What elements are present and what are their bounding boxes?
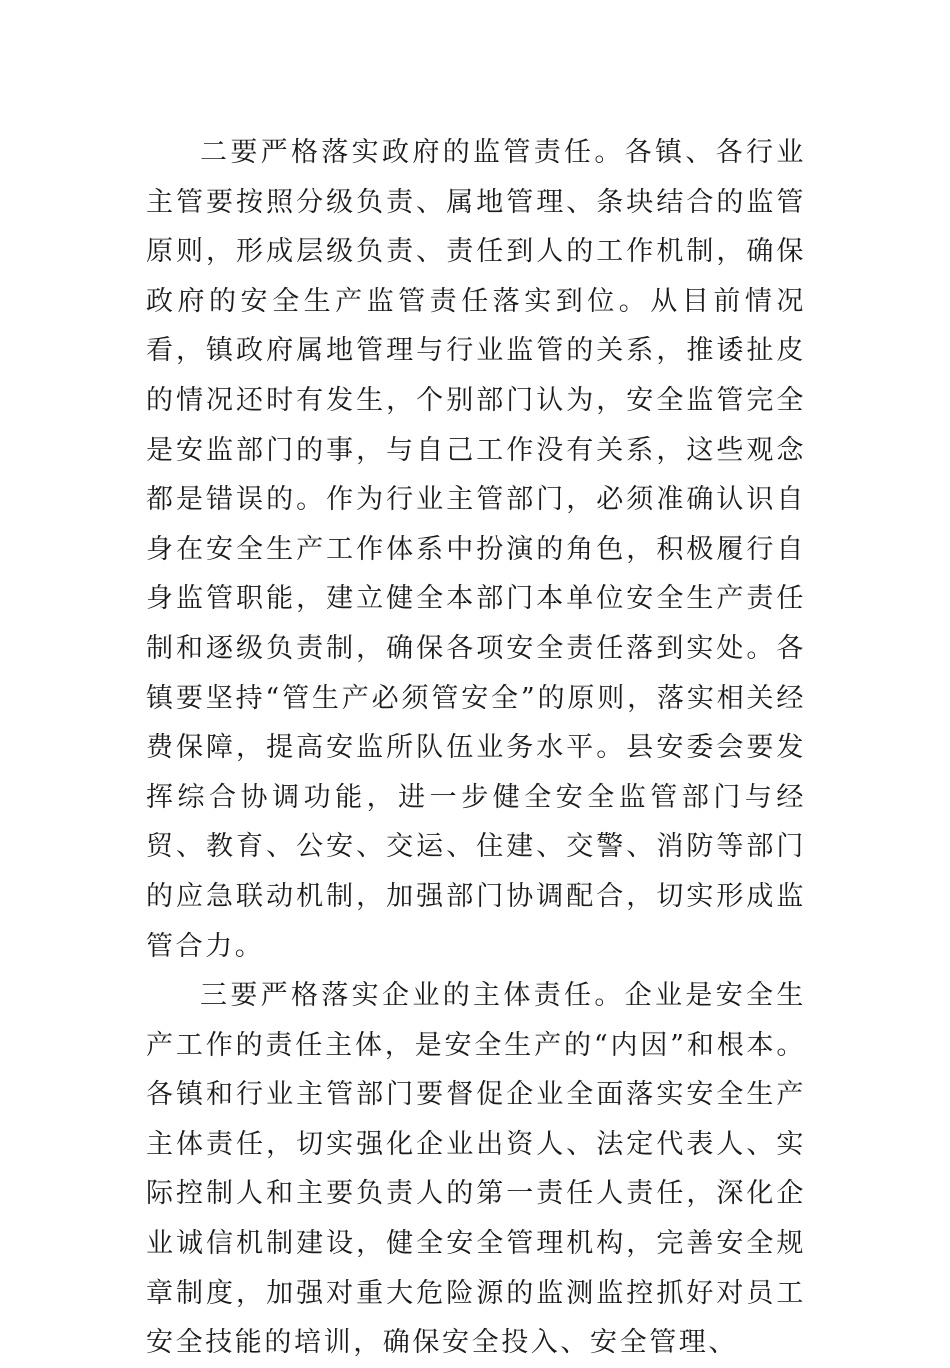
paragraph-government-supervision: 二要严格落实政府的监管责任。各镇、各行业主管要按照分级负责、属地管理、条块结合的监管原则，形成层级负责、责任到人的工作机制，确保政府的安全生产监管责任落实到位。从目前情况看，镇政府属地管理与行业监管的关系，推诿扯皮的情况还时有发生，个别部门认为，安全监管完全是安监部门的事，与自己工作没有关系，这些观念都是错误的。作为行业主管部门，必须准确认识自身在安全生产工作体系中扮演的角色，积极履行自身监管职能，建立健全本部门本单位安全生产责任制和逐级负责制，确保各项安全责任落到实处。各镇要坚持“管生产必须管安全”的原则，落实相关经费保障，提高安监所队伍业务水平。县安委会要发挥综合协调功能，进一步健全安全监管部门与经贸、教育、公安、交运、住建、交警、消防等部门的应急联动机制，加强部门协调配合，切实形成监管合力。 bbox=[146, 137, 806, 962]
document-body bbox=[146, 128, 806, 1368]
paragraph-enterprise-responsibility: 三要严格落实企业的主体责任。企业是安全生产工作的责任主体，是安全生产的“内因”和根本。各镇和行业主管部门要督促企业全面落实安全生产主体责任，切实强化企业出资人、法定代表人、实际控制人和主要负责人的第一责任人责任，深化企业诚信机制建设，健全安全管理机构，完善安全规章制度，加强对重大危险源的监测监控抓好对员工安全技能的培训，确保安全投入、安全管理、 bbox=[146, 980, 806, 1359]
